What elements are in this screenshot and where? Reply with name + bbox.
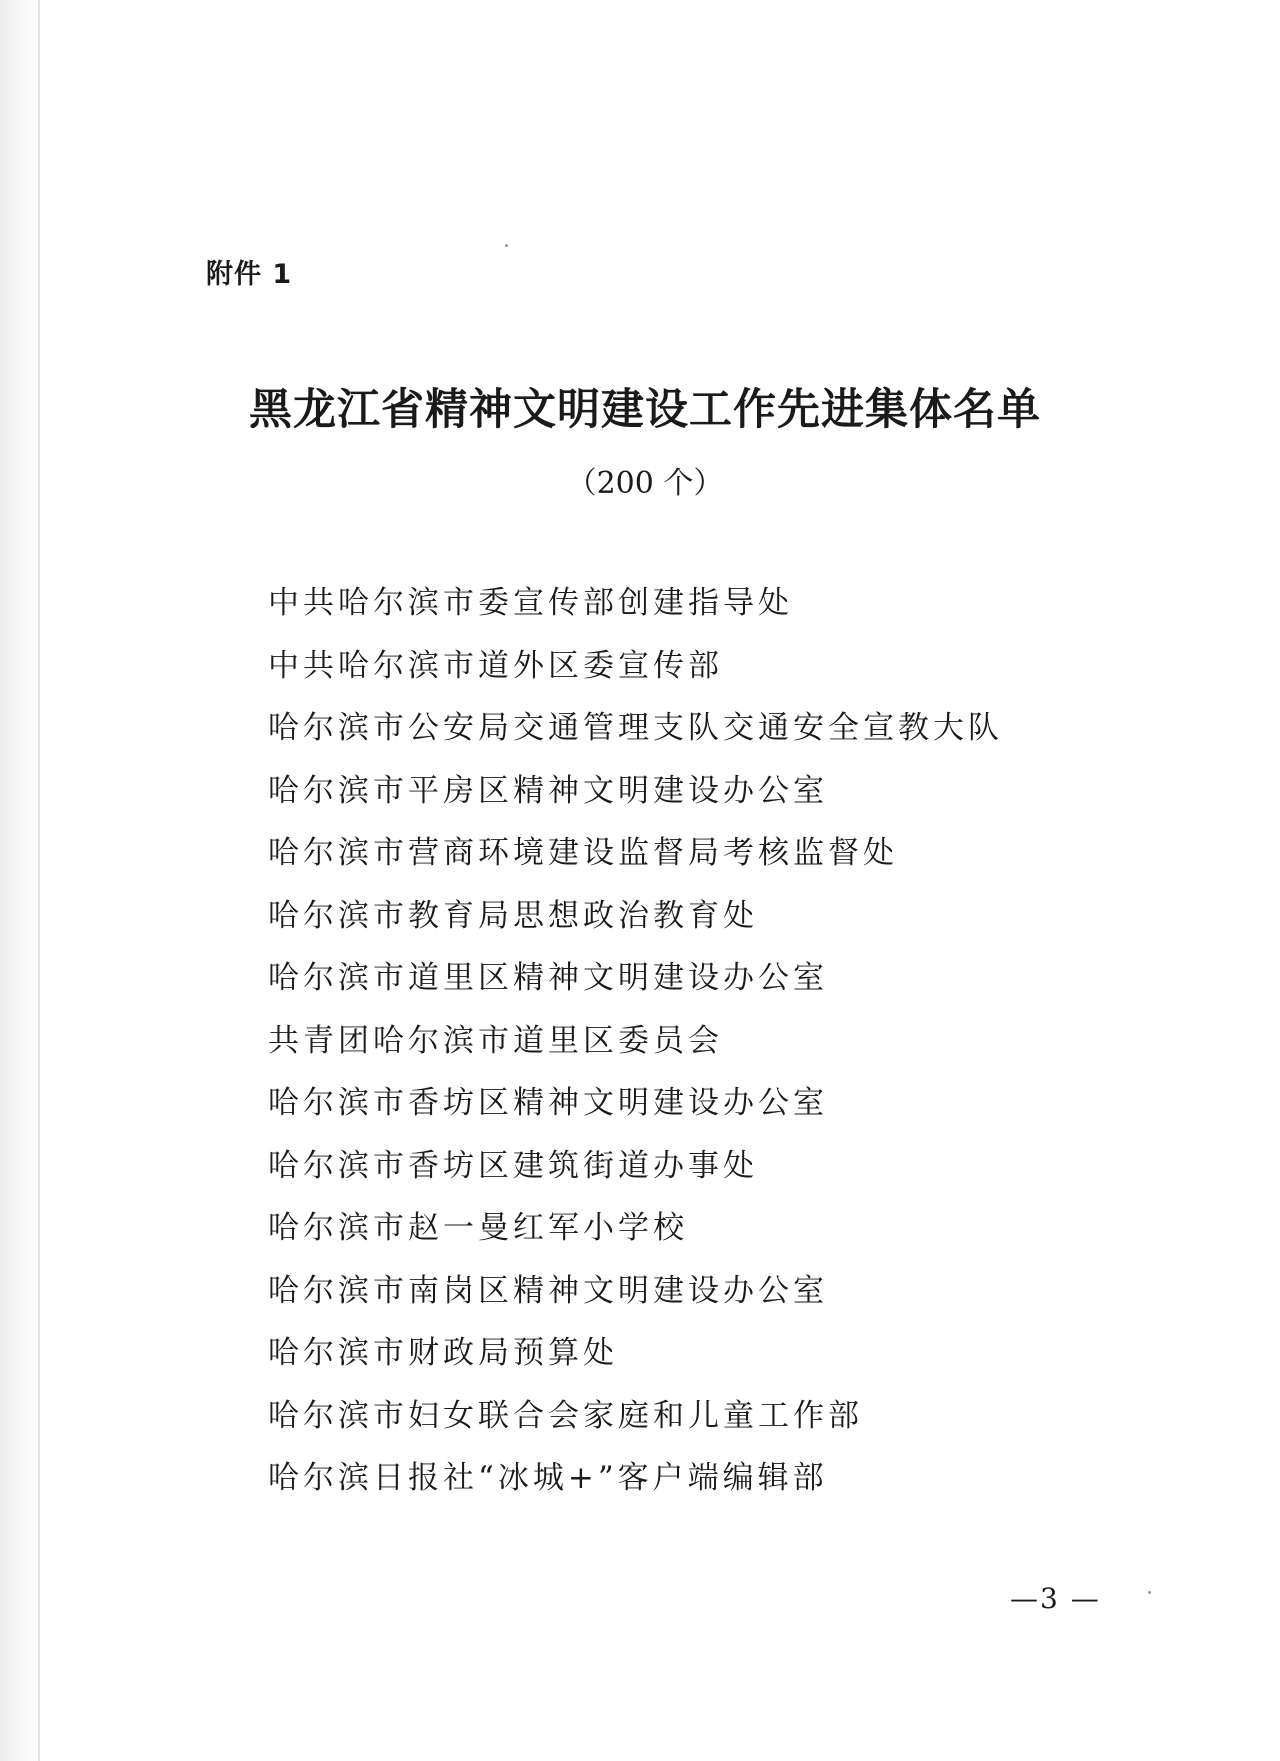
organization-item: 哈尔滨市香坊区精神文明建设办公室 [268,1085,828,1121]
organization-item: 哈尔滨市道里区精神文明建设办公室 [268,960,828,996]
organization-item: 哈尔滨市公安局交通管理支队交通安全宣教大队 [268,710,1003,746]
organization-item: 哈尔滨市营商环境建设监督局考核监督处 [268,835,898,871]
organization-list [268,578,1003,1516]
organization-item: 哈尔滨市赵一曼红军小学校 [268,1210,688,1246]
scan-speck [1148,1591,1151,1594]
document-title: 黑龙江省精神文明建设工作先进集体名单 [249,385,1041,435]
scan-speck [505,244,508,247]
organization-item: 哈尔滨市妇女联合会家庭和儿童工作部 [268,1397,863,1434]
organization-item: 中共哈尔滨市道外区委宣传部 [268,647,723,684]
organization-item: 哈尔滨市平房区精神文明建设办公室 [268,772,828,809]
attachment-label: 附件 1 [206,259,293,290]
organization-item: 哈尔滨市香坊区建筑街道办事处 [268,1147,758,1184]
organization-item: 哈尔滨市教育局思想政治教育处 [268,897,758,934]
organization-item: 哈尔滨市财政局预算处 [268,1335,618,1371]
document-count: （200 个） [566,466,724,501]
organization-item: 哈尔滨日报社“冰城+”客户端编辑部 [268,1460,828,1496]
organization-item: 中共哈尔滨市委宣传部创建指导处 [268,585,793,621]
organization-item: 共青团哈尔滨市道里区委员会 [268,1022,723,1059]
scan-edge-line [38,0,40,1761]
page-number: —3 — [1010,1582,1101,1615]
organization-item: 哈尔滨市南岗区精神文明建设办公室 [268,1272,828,1309]
